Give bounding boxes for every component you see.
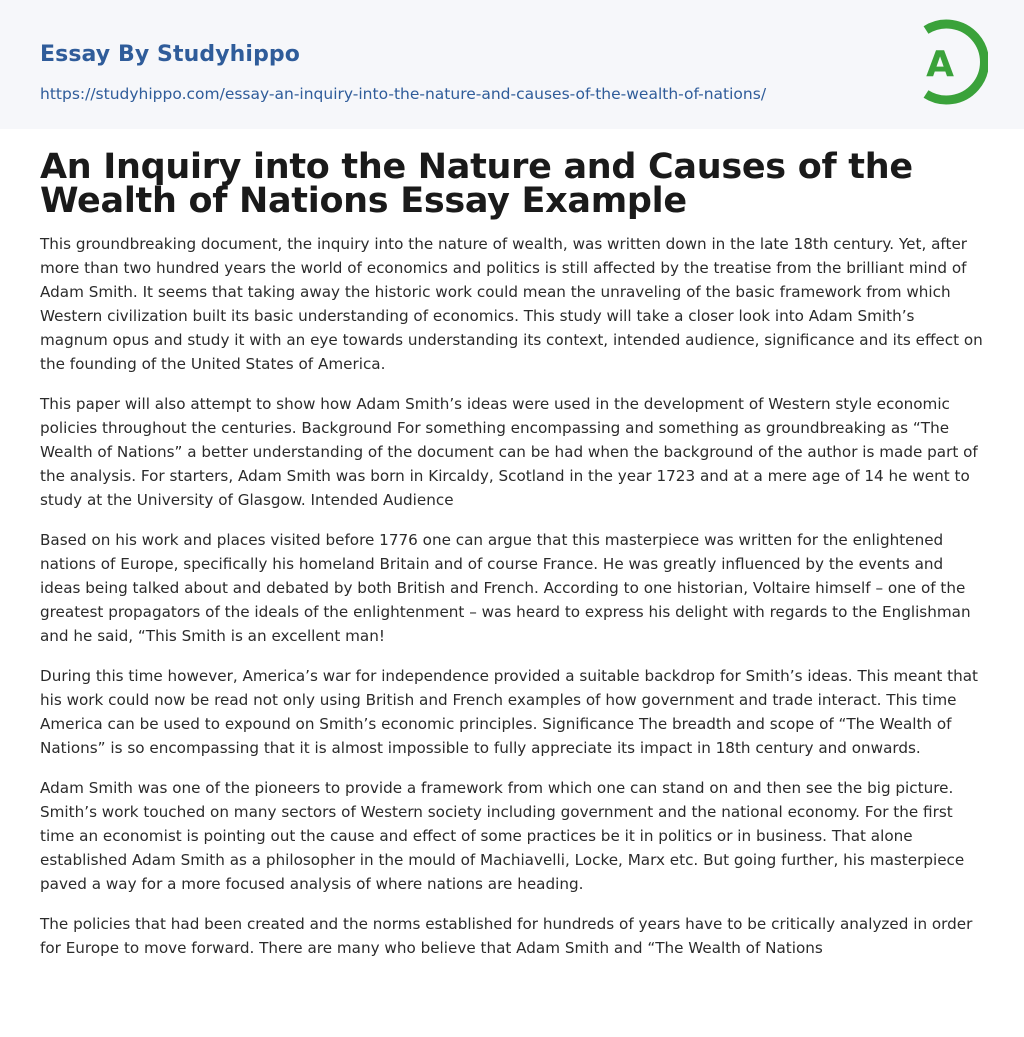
site-header xyxy=(0,0,1024,129)
studyhippo-logo-icon[interactable] xyxy=(912,18,988,106)
article-paragraph: The policies that had been created and the norms established for hundreds of years have to be critically analyzed in order for Europe to move forward. There are many who believe that Adam Smith and “The Wealth of Nations xyxy=(40,915,973,957)
article-paragraph: Adam Smith was one of the pioneers to provide a framework from which one can stand on and then see the big picture. Smith’s work touched on many sectors of Western society including government and the national economy. For the first time an economist is pointing out the cause and effect of some practices be it in politics or in business. That alone established Adam Smith as a philosopher in the mould of Machiavelli, Locke, Marx etc. But going further, his masterpiece paved a way for a more focused analysis of where nations are heading. xyxy=(40,779,965,893)
site-brand[interactable]: Essay By Studyhippo xyxy=(40,42,300,67)
page-url[interactable]: https://studyhippo.com/essay-an-inquiry-into-the-nature-and-causes-of-the-wealth-of-nations/ xyxy=(40,85,767,103)
article xyxy=(40,147,986,976)
article-paragraph: This paper will also attempt to show how Adam Smith’s ideas were used in the development of Western style economic policies throughout the centuries. Background For something encompassing and something as groundbreaking as “The Wealth of Nations” a better understanding of the document can be had when the background of the author is made part of the analysis. For starters, Adam Smith was born in Kircaldy, Scotland in the year 1723 and at a mere age of 14 he went to study at the University of Glasgow. Intended Audience xyxy=(40,395,978,509)
article-paragraph: Based on his work and places visited before 1776 one can argue that this masterpiece was written for the enlightened nations of Europe, specifically his homeland Britain and of course France. He was greatly influenced by the events and ideas being talked about and debated by both British and French. According to one historian, Voltaire himself – one of the greatest propagators of the ideals of the enlightenment – was heard to express his delight with regards to the Englishman and he said, “This Smith is an excellent man! xyxy=(40,531,971,645)
article-title: An Inquiry into the Nature and Causes of the Wealth of Nations Essay Example xyxy=(40,147,913,221)
logo-letter: A xyxy=(926,44,954,85)
article-paragraph: This groundbreaking document, the inquiry into the nature of wealth, was written down in the late 18th century. Yet, after more than two hundred years the world of economics and politics is still affected by the treatise from the brilliant mind of Adam Smith. It seems that taking away the historic work could mean the unraveling of the basic framework from which Western civilization built its basic understanding of economics. This study will take a closer look into Adam Smith’s magnum opus and study it with an eye towards understanding its context, intended audience, significance and its effect on the founding of the United States of America. xyxy=(40,235,983,373)
article-paragraph: During this time however, America’s war for independence provided a suitable backdrop for Smith’s ideas. This meant that his work could now be read not only using British and French examples of how government and trade interact. This time America can be used to expound on Smith’s economic principles. Significance The breadth and scope of “The Wealth of Nations” is so encompassing that it is almost impossible to fully appreciate its impact in 18th century and onwards. xyxy=(40,667,979,757)
